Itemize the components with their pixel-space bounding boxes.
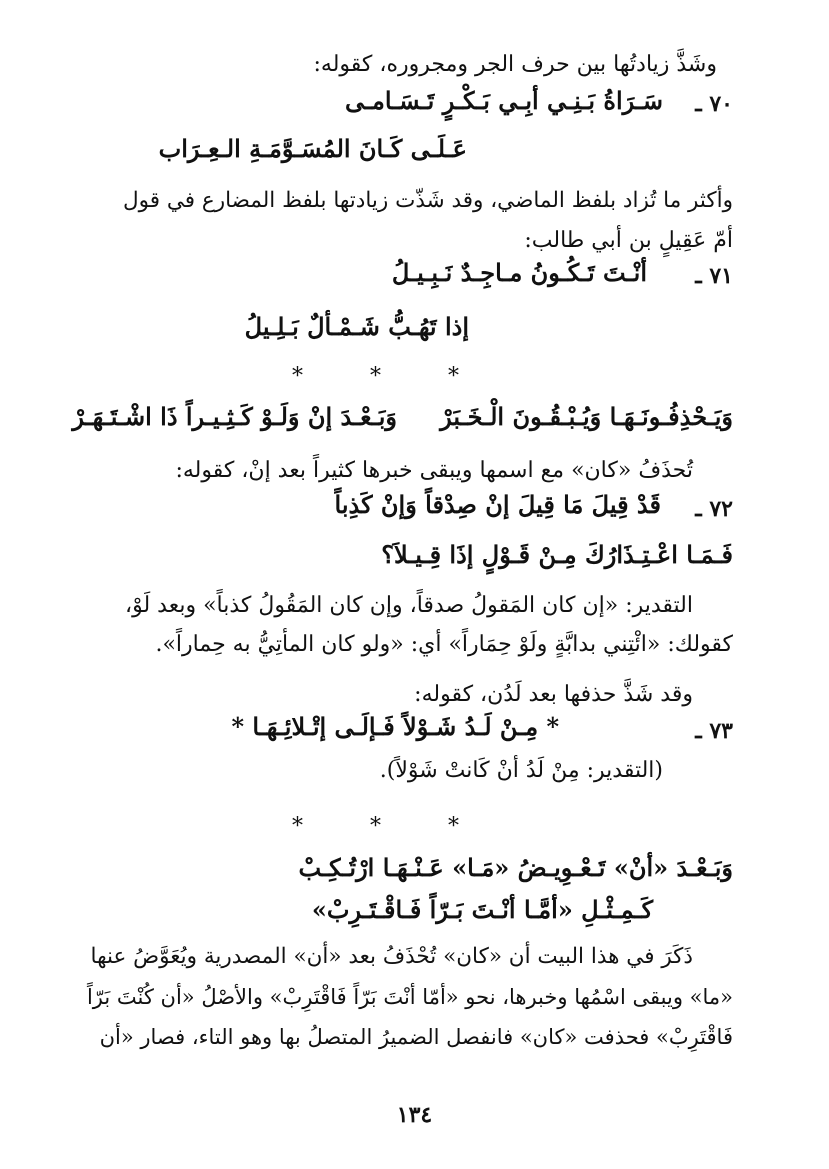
- text-line-2: وأكثر ما تُزاد بلفظ الماضي، وقد شَذّت زيادتها بلفظ المضارع في قول: [123, 188, 733, 213]
- text-line-6: كقولك: «ائْتِني بدابَّةٍ ولَوْ حِمَاراً» أي: «ولو كان المأتِيُّ به حِماراً».: [155, 632, 733, 657]
- verse-70-hemistich-1: سَـرَاةُ بَـنِـي أبِـي بَـكْـرٍ تَـسَـامـى: [344, 86, 663, 115]
- alfiyya-verse-2-hemistich-1: وَبَـعْـدَ «أنْ» تَـعْـوِيـضُ «مَـا» عَـنْـهَـا ارْتُـكِـبْ: [298, 853, 733, 882]
- text-line-11: فَاقْتَرِبْ» فحذفت «كان» فانفصل الضميرُ المتصلُ بها وهو التاء، فصار «أن: [99, 1025, 733, 1049]
- alfiyya-verse-1-hemistich-2: وَبَـعْـدَ إنْ وَلَـوْ كَـثِـيـراً ذَا اشْـتَـهَـرْ: [72, 402, 397, 431]
- verse-70-hemistich-2: عَـلَـى كَـانَ المُسَـوَّمَـةِ الـعِـرَاب: [158, 134, 467, 163]
- verse-72-hemistich-1: قَدْ قِيلَ مَا قِيلَ إنْ صِدْقاً وَإنْ كَذِباً: [334, 490, 661, 519]
- section-separator-1: * * *: [292, 364, 489, 389]
- verse-73: * مِـنْ لَـدُ شَـوْلاً فَـإلَـى إتْـلائِـهَـا *: [231, 712, 559, 741]
- text-line-9: ذَكَرَ في هذا البيت أن «كان» تُحْذَفُ بعد «أن» المصدرية ويُعَوَّضُ عنها: [90, 944, 693, 969]
- text-line-3: أمّ عَقِيلٍ بن أبي طالب:: [524, 228, 733, 253]
- verse-72-hemistich-2: فَـمَـا اعْـتِـذَارُكَ مِـنْ قَـوْلٍ إذَا قِـيـلاَ؟: [381, 540, 733, 569]
- verse-71-hemistich-1: أنْـتَ تَـكُـونُ مـاجِـدٌ نَـبِـيـلُ: [391, 258, 647, 287]
- verse-number-70: ٧٠ ـ: [695, 91, 733, 117]
- verse-number-72: ٧٢ ـ: [695, 496, 733, 522]
- text-line-1: وشَذَّ زيادتُها بين حرف الجر ومجروره، كقوله:: [313, 52, 717, 77]
- verse-number-73: ٧٣ ـ: [695, 718, 733, 744]
- text-line-7: وقد شَذَّ حذفها بعد لَدُن، كقوله:: [414, 682, 693, 707]
- section-separator-2: * * *: [292, 814, 489, 839]
- text-line-10: «ما» ويبقى اسْمُها وخبرها، نحو «أمّا أنْتَ بَرّاً فَاقْتَرِبْ» والأصْلُ «أن كُنْتَ بَرّاً: [86, 985, 733, 1009]
- verse-71-hemistich-2: إذا تَهُـبُّ شَـمْـألٌ بَـلِـيلُ: [244, 312, 469, 341]
- text-line-8: (التقدير: مِنْ لَدُ أنْ كَانتْ شَوْلاً).: [379, 758, 663, 783]
- verse-number-71: ٧١ ـ: [695, 263, 733, 289]
- text-line-5: التقدير: «إن كان المَقولُ صدقاً، وإن كان المَقُولُ كذباً» وبعد لَوْ،: [125, 593, 693, 618]
- page-number: ١٣٤: [396, 1102, 433, 1128]
- text-line-4: تُحذَفُ «كان» مع اسمها ويبقى خبرها كثيراً بعد إنْ، كقوله:: [175, 458, 693, 483]
- alfiyya-verse-2-hemistich-2: كَـمِـثْـلِ «أمَّـا أنْـتَ بَـرّاً فَـاقْـتَـرِبْ»: [311, 895, 653, 924]
- alfiyya-verse-1-hemistich-1: وَيَـحْذِفُـونَـهَـا وَيُـبْـقُـونَ الْـخَـبَرْ: [440, 402, 733, 431]
